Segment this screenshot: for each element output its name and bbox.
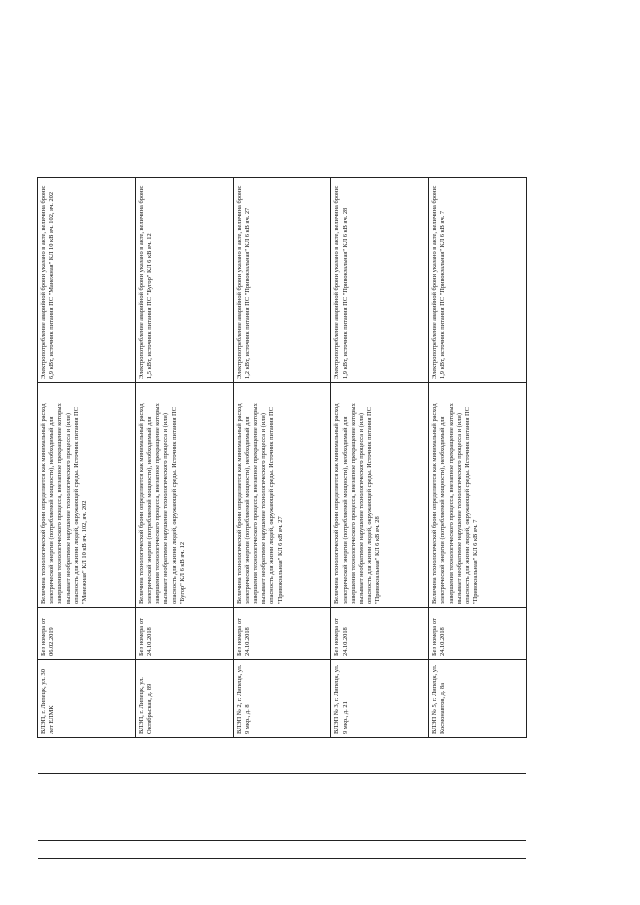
reserve-table bbox=[37, 177, 527, 738]
description-cell: Величина технологической брони определяется как минимальный расход электрической энергии (потребляемой мощности), необходимый для завершения технологического процесса, внезапное прекращение которых вызывает необратимое нарушение технологического процесса и (или) опасность для жизни людей, окружающей среды. Источник питания ПС "Манежная" КЛ 10 кВ яч. 102, яч. 202 bbox=[38, 383, 136, 608]
document-cell: Без номера от 06.02.2019 bbox=[38, 608, 136, 660]
document-cell: Без номера от 24.10.2018 bbox=[233, 608, 331, 660]
document-cell: Без номера от 24.10.2018 bbox=[331, 608, 429, 660]
rotated-table-frame bbox=[37, 178, 527, 738]
table-row bbox=[233, 178, 331, 738]
calculation-cell: Электропотребление аварийной брони указано в акте, величина брони: 1,5 кВт, источник питания ПС "Бугор" КЛ 6 кВ яч. 12 bbox=[135, 178, 233, 383]
rotated-table-container bbox=[37, 178, 527, 738]
object-cell: ВЛЭП № 3, г. Липецк, ул. 9 мкр., д. 21 bbox=[331, 660, 429, 738]
description-cell: Величина технологической брони определяется как минимальный расход электрической энергии (потребляемой мощности), необходимый для завершения технологического процесса, внезапное прекращение которых вызывает необратимое нарушение технологического процесса и (или) опасность для жизни людей, окружающей среды. Источник питания ПС "Привокзальная" КЛ 6 кВ яч. 27 bbox=[233, 383, 331, 608]
object-cell: ВЛЭП № 2, г. Липецк, ул. 9 мкр., д. 8 bbox=[233, 660, 331, 738]
calculation-cell: Электропотребление аварийной брони указано в акте, величина брони: 6,9 кВт, источник питания ПС "Манежная" КЛ 10 кВ яч. 102, яч. 202 bbox=[38, 178, 136, 383]
footer-rule-bottom bbox=[38, 858, 526, 859]
table-row bbox=[331, 178, 429, 738]
description-cell: Величина технологической брони определяется как минимальный расход электрической энергии (потребляемой мощности), необходимый для завершения технологического процесса, внезапное прекращение которых вызывает необратимое нарушение технологического процесса и (или) опасность для жизни людей, окружающей среды. Источник питания ПС "Бугор" КЛ 6 кВ яч. 12 bbox=[135, 383, 233, 608]
description-cell: Величина технологической брони определяется как минимальный расход электрической энергии (потребляемой мощности), необходимый для завершения технологического процесса, внезапное прекращение которых вызывает необратимое нарушение технологического процесса и (или) опасность для жизни людей, окружающей среды. Источник питания ПС "Привокзальная" КЛ 6 кВ яч. 7 bbox=[429, 383, 527, 608]
object-cell: ВЛЭП, г. Липецк, ул. 30 лет ЕЛМК bbox=[38, 660, 136, 738]
document-cell: Без номера от 24.10.2018 bbox=[429, 608, 527, 660]
table-row bbox=[38, 178, 136, 738]
footer-rule-top bbox=[38, 773, 526, 774]
footer-rule-middle bbox=[38, 840, 526, 841]
table-row bbox=[429, 178, 527, 738]
object-cell: ВЛЭП, г. Липецк, ул. Октябрьская, д. 89 bbox=[135, 660, 233, 738]
description-cell: Величина технологической брони определяется как минимальный расход электрической энергии (потребляемой мощности), необходимый для завершения технологического процесса, внезапное прекращение которых вызывает необратимое нарушение технологического процесса и (или) опасность для жизни людей, окружающей среды. Источник питания ПС "Привокзальная" КЛ 6 кВ яч. 28 bbox=[331, 383, 429, 608]
object-cell: ВЛЭП № 5, г. Липецк, ул. Космонавтов, д. 8а bbox=[429, 660, 527, 738]
table-row bbox=[135, 178, 233, 738]
calculation-cell: Электропотребление аварийной брони указано в акте, величина брони: 1,2 кВт, источник питания ПС "Привокзальная" КЛ 6 кВ яч. 27 bbox=[233, 178, 331, 383]
document-cell: Без номера от 24.10.2018 bbox=[135, 608, 233, 660]
calculation-cell: Электропотребление аварийной брони указано в акте, величина брони: 1,9 кВт, источник питания ПС "Привокзальная" КЛ 6 кВ яч. 28 bbox=[331, 178, 429, 383]
calculation-cell: Электропотребление аварийной брони указано в акте, величина брони: 1,9 кВт, источник питания ПС "Привокзальная" КЛ 6 кВ яч. 7 bbox=[429, 178, 527, 383]
